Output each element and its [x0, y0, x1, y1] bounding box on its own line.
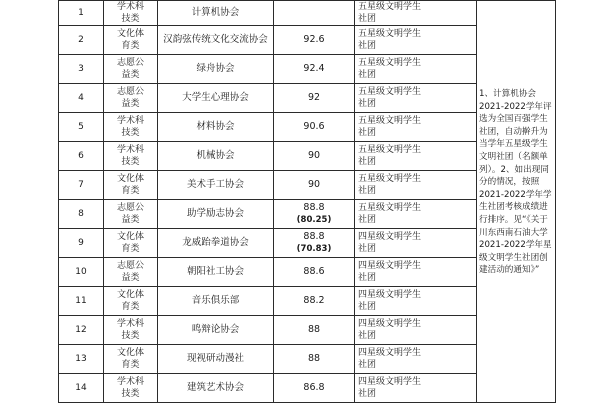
score-value: 88.8: [303, 202, 325, 213]
rating-cell: [355, 171, 477, 200]
rating-cell: [355, 113, 477, 142]
rating-text: 社团: [358, 70, 377, 80]
row-number: 8: [59, 200, 104, 229]
remarks-text: 1、计算机协会2021-2022学年评选为全国百强学生社团，自动擀升为当学年五星级学生文明社团（名额单列）。2、如出现同分的情况，按照2021-2022学年学生社团考核成绩进行排序。见“《关于川东西南石油大学2021-2022学年星级文明学生社团创建活动的通知》”: [479, 89, 552, 276]
score-value: 88.2: [303, 295, 325, 306]
score-cell: [274, 1, 355, 26]
category-cell: [104, 113, 158, 142]
rating-text: 五星级文明学生: [358, 2, 422, 12]
society-name: 绿舟协会: [158, 55, 274, 84]
row-number: 14: [59, 374, 104, 403]
society-rating-sheet: [58, 0, 552, 400]
rating-text: 社团: [358, 14, 377, 24]
category-text: 育类: [121, 186, 140, 196]
society-name: 音乐俱乐部: [158, 287, 274, 316]
remarks-cell: [477, 1, 556, 403]
score-value: 92.6: [303, 34, 325, 45]
rating-text: 社团: [358, 99, 377, 109]
society-name: 材料协会: [158, 113, 274, 142]
score-value: 88: [307, 324, 321, 335]
category-cell: [104, 200, 158, 229]
category-cell: [104, 1, 158, 26]
row-number: 4: [59, 84, 104, 113]
society-rating-table: [58, 0, 556, 403]
score-cell: [274, 171, 355, 200]
rating-text: 社团: [358, 331, 377, 341]
category-cell: [104, 171, 158, 200]
category-text: 技类: [121, 128, 140, 138]
rating-text: 五星级文明学生: [358, 58, 422, 68]
category-text: 技类: [121, 14, 140, 24]
rating-text: 五星级文明学生: [358, 29, 422, 39]
category-text: 志愿公: [116, 261, 144, 271]
row-number: 11: [59, 287, 104, 316]
society-name: 鸣辩论协会: [158, 316, 274, 345]
society-name: 计算机协会: [158, 1, 274, 26]
score-cell: [274, 55, 355, 84]
row-number: 13: [59, 345, 104, 374]
category-cell: [104, 84, 158, 113]
rating-text: 四星级文明学生: [358, 232, 422, 242]
rating-text: 四星级文明学生: [358, 377, 422, 387]
score-value: 90: [307, 150, 321, 161]
society-name: 建筑艺术协会: [158, 374, 274, 403]
score-cell: [274, 229, 355, 258]
score-cell: [274, 258, 355, 287]
rating-text: 社团: [358, 302, 377, 312]
score-cell: [274, 287, 355, 316]
society-name: 机械协会: [158, 142, 274, 171]
rating-cell: [355, 26, 477, 55]
society-name: 汉韵弦传统文化交流协会: [158, 26, 274, 55]
rating-text: 五星级文明学生: [358, 203, 422, 213]
row-number: 5: [59, 113, 104, 142]
society-name: 现视研动漫社: [158, 345, 274, 374]
row-number: 2: [59, 26, 104, 55]
score-cell: [274, 26, 355, 55]
rating-cell: [355, 142, 477, 171]
score-value: 90.6: [303, 121, 325, 132]
score-cell: [274, 84, 355, 113]
category-cell: [104, 374, 158, 403]
category-text: 技类: [121, 389, 140, 399]
category-text: 学术科: [116, 116, 144, 126]
score-value: 92: [307, 92, 321, 103]
category-text: 文化体: [116, 232, 144, 242]
rating-cell: [355, 84, 477, 113]
score-cell: [274, 200, 355, 229]
rating-cell: [355, 229, 477, 258]
category-text: 育类: [121, 360, 140, 370]
rating-cell: [355, 258, 477, 287]
category-text: 志愿公: [116, 87, 144, 97]
category-text: 益类: [121, 70, 140, 80]
rating-text: 社团: [358, 215, 377, 225]
row-number: 6: [59, 142, 104, 171]
society-name: 朝阳社工协会: [158, 258, 274, 287]
score-value: 88: [307, 353, 321, 364]
score-value: 90: [307, 179, 321, 190]
score-cell: [274, 142, 355, 171]
category-text: 育类: [121, 41, 140, 51]
rating-text: 社团: [358, 186, 377, 196]
rating-cell: [355, 55, 477, 84]
rating-text: 四星级文明学生: [358, 290, 422, 300]
category-text: 技类: [121, 157, 140, 167]
category-text: 文化体: [116, 348, 144, 358]
score-value: 92.4: [303, 63, 325, 74]
rating-text: 五星级文明学生: [358, 116, 422, 126]
category-cell: [104, 258, 158, 287]
score-value: 88.8: [303, 231, 325, 242]
rating-text: 五星级文明学生: [358, 87, 422, 97]
category-text: 益类: [121, 273, 140, 283]
rating-cell: [355, 1, 477, 26]
category-text: 文化体: [116, 290, 144, 300]
category-text: 学术科: [116, 145, 144, 155]
row-number: 7: [59, 171, 104, 200]
category-text: 益类: [121, 99, 140, 109]
rating-text: 四星级文明学生: [358, 319, 422, 329]
rating-cell: [355, 316, 477, 345]
category-cell: [104, 345, 158, 374]
rating-cell: [355, 345, 477, 374]
rating-text: 四星级文明学生: [358, 261, 422, 271]
adjusted-score: (70.83): [296, 244, 332, 254]
adjusted-score: (80.25): [296, 215, 332, 225]
score-cell: [274, 316, 355, 345]
rating-text: 四星级文明学生: [358, 348, 422, 358]
score-value: 88.6: [303, 266, 325, 277]
category-text: 文化体: [116, 174, 144, 184]
row-number: 9: [59, 229, 104, 258]
table-row: [59, 1, 556, 26]
society-name: 龙威跆拳道协会: [158, 229, 274, 258]
category-text: 学术科: [116, 2, 144, 12]
category-cell: [104, 287, 158, 316]
rating-text: 社团: [358, 360, 377, 370]
rating-text: 社团: [358, 389, 377, 399]
rating-text: 五星级文明学生: [358, 174, 422, 184]
category-cell: [104, 142, 158, 171]
category-cell: [104, 229, 158, 258]
society-name: 美术手工协会: [158, 171, 274, 200]
rating-text: 五星级文明学生: [358, 145, 422, 155]
category-cell: [104, 55, 158, 84]
rating-text: 社团: [358, 273, 377, 283]
rating-text: 社团: [358, 244, 377, 254]
score-cell: [274, 374, 355, 403]
score-value: 86.8: [303, 382, 325, 393]
category-text: 学术科: [116, 319, 144, 329]
rating-cell: [355, 200, 477, 229]
category-cell: [104, 316, 158, 345]
score-cell: [274, 113, 355, 142]
category-text: 志愿公: [116, 203, 144, 213]
category-cell: [104, 26, 158, 55]
category-text: 益类: [121, 215, 140, 225]
category-text: 育类: [121, 302, 140, 312]
row-number: 12: [59, 316, 104, 345]
row-number: 1: [59, 1, 104, 26]
category-text: 文化体: [116, 29, 144, 39]
society-name: 大学生心理协会: [158, 84, 274, 113]
category-text: 学术科: [116, 377, 144, 387]
category-text: 志愿公: [116, 58, 144, 68]
rating-cell: [355, 287, 477, 316]
row-number: 10: [59, 258, 104, 287]
rating-text: 社团: [358, 128, 377, 138]
rating-text: 社团: [358, 157, 377, 167]
society-name: 助学励志协会: [158, 200, 274, 229]
row-number: 3: [59, 55, 104, 84]
rating-text: 社团: [358, 41, 377, 51]
score-cell: [274, 345, 355, 374]
category-text: 技类: [121, 331, 140, 341]
rating-cell: [355, 374, 477, 403]
category-text: 育类: [121, 244, 140, 254]
